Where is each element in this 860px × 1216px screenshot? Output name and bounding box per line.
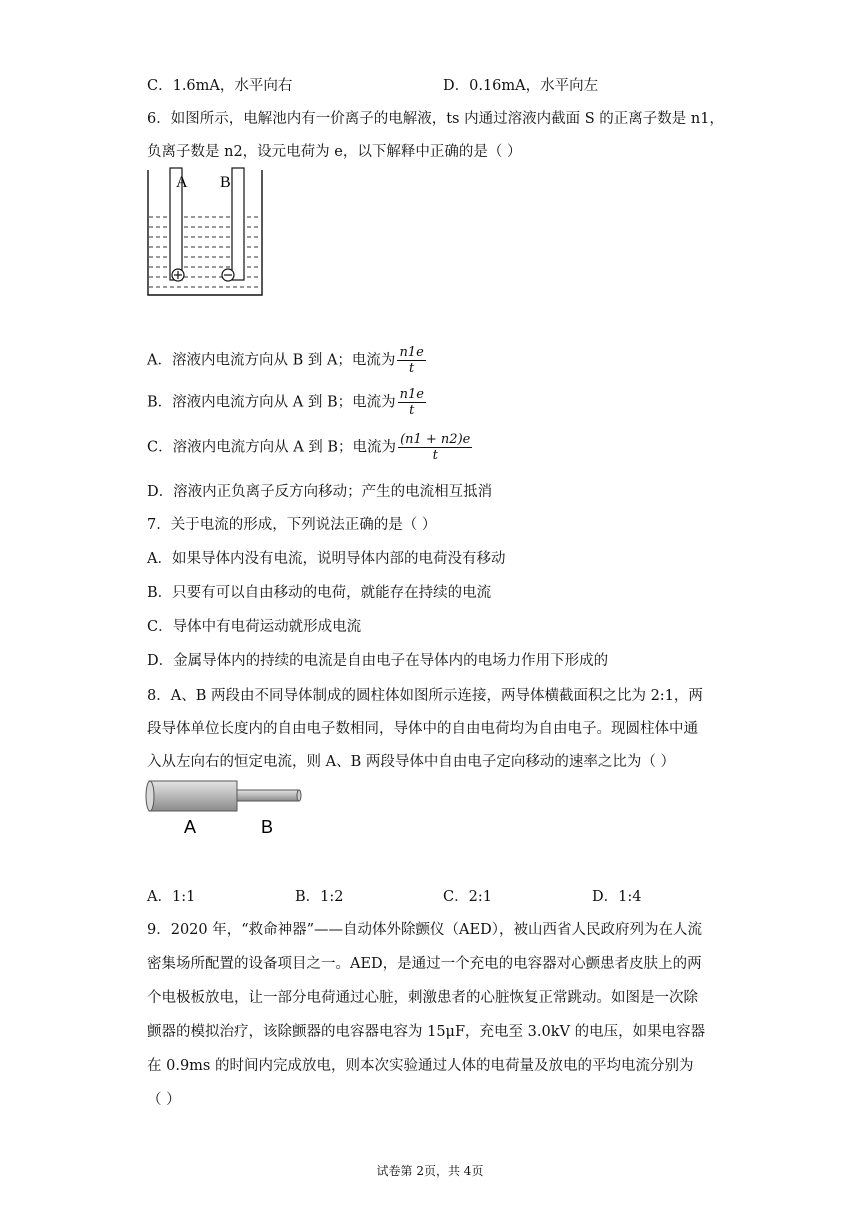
q7-stem: 7．关于电流的形成，下列说法正确的是（ ） [147, 517, 437, 533]
q7-option-b: B．只要有可以自由移动的电荷，就能存在持续的电流 [147, 585, 492, 601]
q9-stem-line1: 9．2020 年，“救命神器”——自动体外除颤仪（AED），被山西省人民政府列为在人流 [147, 922, 702, 938]
q7-option-c: C．导体中有电荷运动就形成电流 [147, 619, 362, 635]
q7-option-d: D．金属导体内的持续的电流是自由电子在导体内的电场力作用下形成的 [147, 653, 609, 669]
q6-option-b: B．溶液内电流方向从 A 到 B；电流为 $\frac{n1e}{t}$ [147, 387, 424, 418]
q9-stem-line3: 个电极板放电，让一部分电荷通过心脏，刺激患者的心脏恢复正常跳动。如图是一次除 [147, 990, 698, 1006]
q9-stem-line4: 颤器的模拟治疗，该除颤器的电容器电容为 15μF，充电至 3.0kV 的电压，如果电容器 [147, 1024, 706, 1040]
q8-stem-line1: 8．A、B 两段由不同导体制成的圆柱体如图所示连接，两导体横截面积之比为 2:1，两 [147, 688, 703, 704]
q8-stem-line2: 段导体单位长度内的自由电子数相同，导体中的自由电荷均为自由电子。现圆柱体中通 [147, 721, 698, 737]
q9-stem-line2: 密集场所配置的设备项目之一。AED，是通过一个充电的电容器对心颤患者皮肤上的两 [147, 956, 702, 972]
q9-stem-line5: 在 0.9ms 的时间内完成放电，则本次实验通过人体的电荷量及放电的平均电流分别为 [147, 1058, 694, 1074]
q8-option-b: B．1:2 [295, 889, 344, 905]
q5-option-d: D．0.16mA，水平向左 [443, 78, 599, 94]
conductor-a-label: A [184, 817, 197, 837]
q6-option-c: C．溶液内电流方向从 A 到 B；电流为 $\frac{(n1 + n2)e}{t}$ [147, 432, 471, 463]
q8-option-c: C．2:1 [443, 889, 492, 905]
q5-option-c: C．1.6mA，水平向右 [147, 78, 293, 94]
q6-option-d: D．溶液内正负离子反方向移动；产生的电流相互抵消 [147, 484, 493, 500]
conductor-b-label: B [261, 817, 274, 837]
q6-option-a: A．溶液内电流方向从 B 到 A；电流为 $\frac{n1e}{t}$ [147, 345, 424, 376]
q8-stem-line3: 入从左向右的恒定电流，则 A、B 两段导体中自由电子定向移动的速率之比为（ ） [147, 754, 675, 770]
q6-stem-line2: 负离子数是 n2，设元电荷为 e，以下解释中正确的是（ ） [147, 144, 522, 160]
page-footer: 试卷第 2页，共 4页 [376, 1164, 484, 1178]
electrolytic-cell-figure [140, 165, 270, 300]
cylinder-conductor-figure [140, 775, 310, 840]
electrode-b-label: B [220, 174, 231, 191]
electrode-a-label: A [176, 174, 188, 191]
q7-option-a: A．如果导体内没有电流，说明导体内部的电荷没有移动 [147, 551, 506, 567]
q9-stem-line6: （ ） [147, 1092, 181, 1108]
q6-stem-line1: 6．如图所示，电解池内有一价离子的电解液，ts 内通过溶液内截面 S 的正离子数是 n1， [147, 111, 724, 127]
q8-option-a: A．1:1 [147, 889, 196, 905]
q8-option-d: D．1:4 [592, 889, 642, 905]
